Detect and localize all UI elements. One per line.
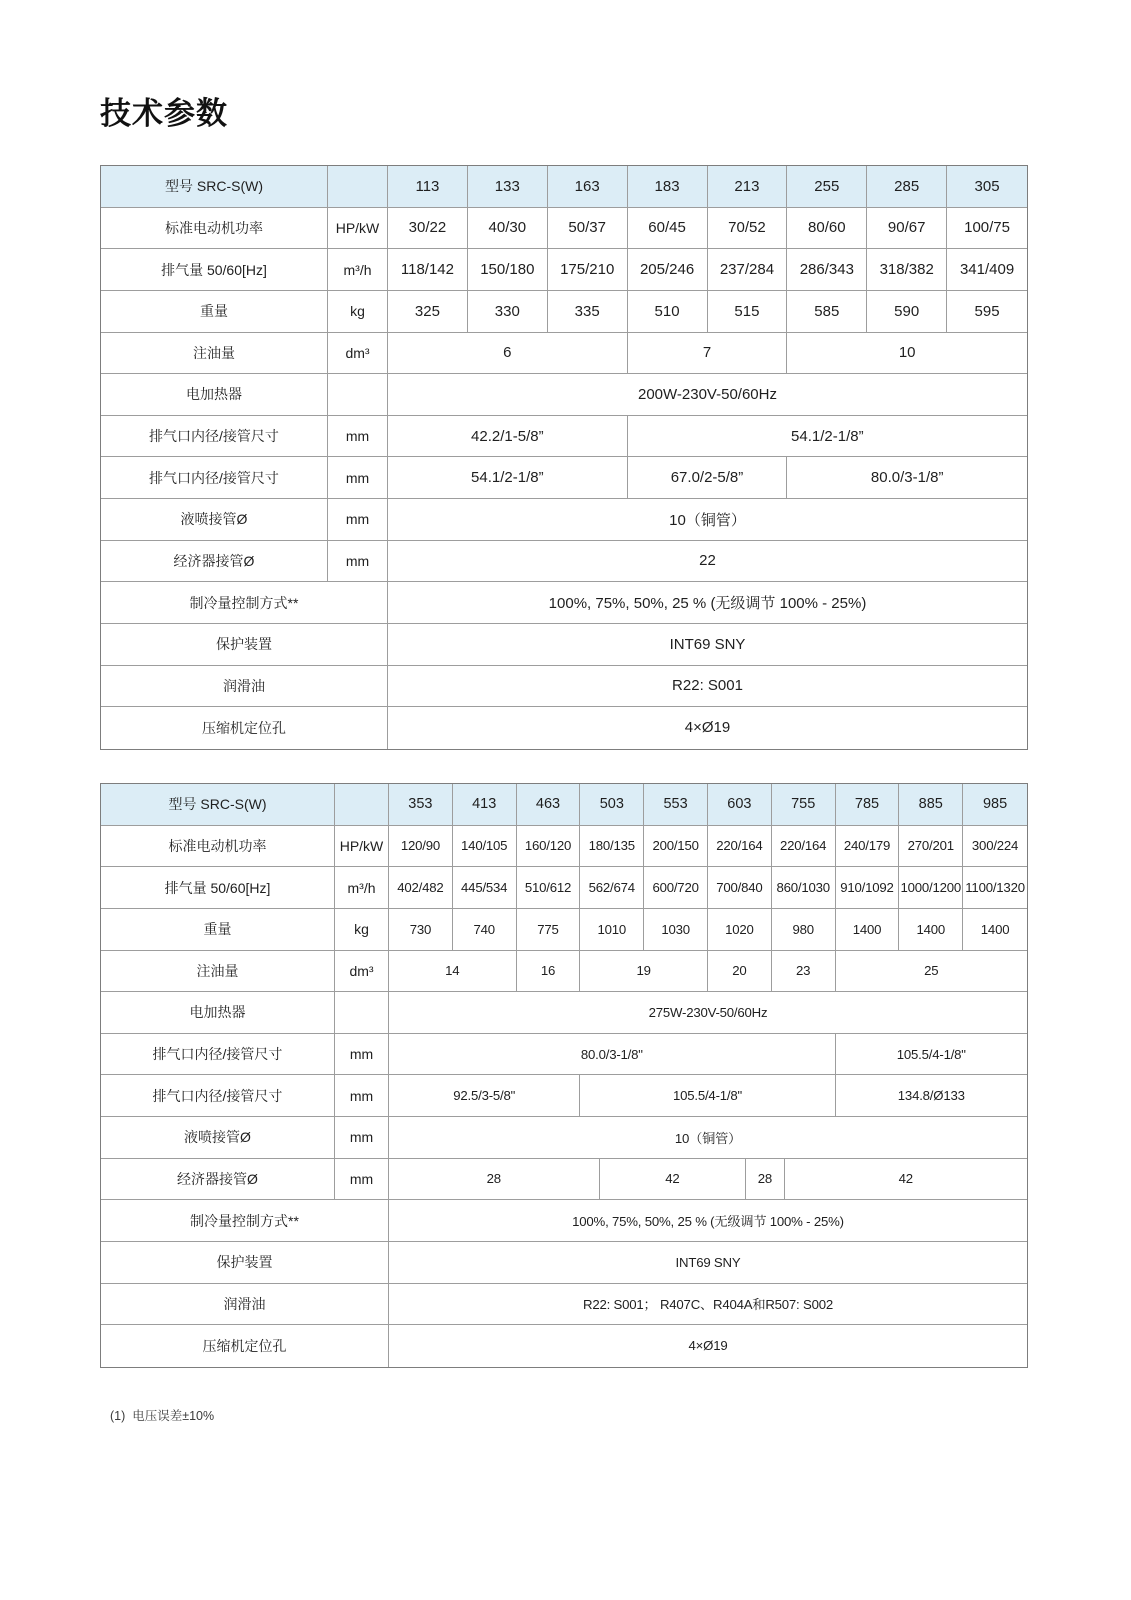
value-cell: 54.1/2-1/8”	[388, 457, 628, 498]
unit-cell: mm	[335, 1034, 389, 1075]
row-label: 排气量 50/60[Hz]	[101, 867, 335, 908]
value-cell: 1020	[708, 909, 772, 950]
unit-cell: mm	[328, 416, 388, 457]
value-cell: 330	[468, 291, 548, 332]
unit-header-cell	[335, 784, 389, 825]
value-cell: 175/210	[548, 249, 628, 290]
unit-header-cell	[328, 166, 388, 207]
unit-cell	[328, 374, 388, 415]
value-cell: 562/674	[580, 867, 644, 908]
model-header-cell: 985	[982, 796, 1008, 813]
unit-cell: kg	[335, 909, 389, 950]
value-cell: 445/534	[453, 867, 517, 908]
value-cell: 100%, 75%, 50%, 25 % (无级调节 100% - 25%)	[572, 1214, 844, 1230]
unit-cell: m³/h	[335, 867, 389, 908]
value-cell: INT69 SNY	[675, 1254, 741, 1270]
page-title: 技术参数	[100, 96, 228, 131]
value-cells	[388, 374, 1027, 415]
value-cell: 1030	[644, 909, 708, 950]
value-cell: 42	[600, 1159, 747, 1200]
value-cell: 100%, 75%, 50%, 25 % (无级调节 100% - 25%)	[548, 595, 867, 613]
row-label: 润滑油	[101, 666, 388, 707]
value-cell: 730	[389, 909, 453, 950]
value-cell: 4×Ø19	[684, 719, 731, 737]
value-cell: 318/382	[867, 249, 947, 290]
value-cell: 1400	[836, 909, 900, 950]
unit-cell: kg	[328, 291, 388, 332]
value-cell: 1400	[899, 909, 963, 950]
value-cell: 40/30	[468, 208, 548, 249]
value-cell: 237/284	[708, 249, 788, 290]
value-cell: 220/164	[772, 826, 836, 867]
table-row	[101, 499, 1027, 541]
value-cell: 510/612	[517, 867, 581, 908]
row-label: 排气量 50/60[Hz]	[101, 249, 328, 290]
table-row	[101, 416, 1027, 458]
value-cell: 140/105	[453, 826, 517, 867]
value-cell: 70/52	[708, 208, 788, 249]
table-row	[101, 1159, 1027, 1201]
value-cell: 150/180	[468, 249, 548, 290]
value-cell: 118/142	[388, 249, 468, 290]
row-label: 重量	[101, 291, 328, 332]
spec-table-large-models	[100, 783, 1028, 1368]
value-cell: 42	[898, 1171, 913, 1187]
row-label: 经济器接管Ø	[101, 1159, 335, 1200]
value-cells	[388, 249, 1027, 290]
table-row	[101, 909, 1027, 951]
table-header-row	[101, 166, 1027, 208]
row-label: 液喷接管Ø	[101, 1117, 335, 1158]
value-cell: 595	[974, 302, 1000, 320]
value-cells	[389, 1200, 1027, 1241]
value-cell: 134.8/Ø133	[897, 1088, 965, 1104]
value-cells	[389, 1034, 1027, 1075]
value-cell: 585	[787, 291, 867, 332]
value-cell: 980	[772, 909, 836, 950]
value-cell: 28	[389, 1159, 600, 1200]
value-cell: 10	[898, 344, 916, 362]
table-row	[101, 1325, 1027, 1367]
value-cells	[389, 1159, 1027, 1200]
value-cell: 4×Ø19	[688, 1338, 728, 1354]
value-cells	[388, 624, 1027, 665]
unit-cell: mm	[328, 541, 388, 582]
value-cell: 105.5/4-1/8"	[580, 1075, 835, 1116]
value-cells	[389, 1325, 1027, 1367]
value-cell: 160/120	[517, 826, 581, 867]
table-row	[101, 951, 1027, 993]
value-cell: 16	[517, 951, 581, 992]
value-cell: 205/246	[628, 249, 708, 290]
value-cells	[388, 541, 1027, 582]
value-cells	[388, 499, 1027, 540]
value-cells	[389, 1075, 1027, 1116]
value-cell: 270/201	[899, 826, 963, 867]
row-label: 保护装置	[101, 1242, 389, 1283]
unit-cell: dm³	[328, 333, 388, 374]
table-row	[101, 1200, 1027, 1242]
table-row	[101, 1075, 1027, 1117]
value-cell: 341/409	[959, 261, 1015, 279]
value-cell: 220/164	[708, 826, 772, 867]
value-cells	[389, 867, 1027, 908]
model-header-cell: 163	[548, 166, 628, 207]
value-cell: 120/90	[389, 826, 453, 867]
row-label: 电加热器	[101, 374, 328, 415]
value-cells	[389, 909, 1027, 950]
value-cell: R22: S001； R407C、R404A和R507: S002	[583, 1297, 833, 1313]
row-label: 排气口内径/接管尺寸	[101, 1075, 335, 1116]
value-cell: 28	[746, 1159, 784, 1200]
row-label: 排气口内径/接管尺寸	[101, 457, 328, 498]
unit-cell	[335, 992, 389, 1033]
model-header-cell: 413	[453, 784, 517, 825]
table-row	[101, 707, 1027, 749]
row-label: 注油量	[101, 333, 328, 374]
table-row	[101, 826, 1027, 868]
value-cell: 1000/1200	[899, 867, 963, 908]
table-row	[101, 867, 1027, 909]
value-cell: 80/60	[787, 208, 867, 249]
value-cell: 240/179	[836, 826, 900, 867]
value-cell: 700/840	[708, 867, 772, 908]
value-cell: 20	[708, 951, 772, 992]
value-cell: 10（铜管）	[674, 1130, 742, 1146]
value-cell: 92.5/3-5/8"	[389, 1075, 580, 1116]
unit-cell: HP/kW	[335, 826, 389, 867]
value-cell: 80.0/3-1/8”	[870, 469, 944, 487]
unit-cell: m³/h	[328, 249, 388, 290]
value-cells	[388, 416, 1027, 457]
table-row	[101, 374, 1027, 416]
footnote: (1) 电压误差±10%	[110, 1409, 215, 1423]
model-header-cell: 113	[388, 166, 468, 207]
model-header-cell: 183	[628, 166, 708, 207]
unit-cell: mm	[335, 1117, 389, 1158]
row-label: 压缩机定位孔	[101, 1325, 389, 1367]
value-cell: 775	[517, 909, 581, 950]
table-header-row	[101, 784, 1027, 826]
value-cell: 60/45	[628, 208, 708, 249]
value-cells	[388, 707, 1027, 749]
value-cells	[388, 291, 1027, 332]
model-header-cell: 255	[787, 166, 867, 207]
value-cells	[388, 582, 1027, 623]
value-cell: 740	[453, 909, 517, 950]
row-label: 制冷量控制方式**	[101, 1200, 389, 1241]
value-cell: 67.0/2-5/8”	[628, 457, 788, 498]
value-cell: 180/135	[580, 826, 644, 867]
row-label: 标准电动机功率	[101, 826, 335, 867]
value-cell: 860/1030	[772, 867, 836, 908]
value-cells	[389, 1284, 1027, 1325]
model-header-cell: 285	[867, 166, 947, 207]
value-cell: 50/37	[548, 208, 628, 249]
row-label: 保护装置	[101, 624, 388, 665]
value-cell: 515	[708, 291, 788, 332]
value-cell: 22	[699, 552, 716, 570]
value-cell: 7	[628, 333, 788, 374]
table-row	[101, 249, 1027, 291]
row-label: 排气口内径/接管尺寸	[101, 1034, 335, 1075]
table-row	[101, 457, 1027, 499]
model-series-label: 型号 SRC-S(W)	[101, 166, 328, 207]
unit-cell: HP/kW	[328, 208, 388, 249]
value-cells	[388, 666, 1027, 707]
table-row	[101, 624, 1027, 666]
table-row	[101, 208, 1027, 250]
model-header-cell: 785	[836, 784, 900, 825]
table-row	[101, 1242, 1027, 1284]
value-cell: 54.1/2-1/8”	[791, 427, 864, 445]
model-header-cell: 133	[468, 166, 548, 207]
value-cell: 600/720	[644, 867, 708, 908]
value-cell: 6	[388, 333, 628, 374]
row-label: 排气口内径/接管尺寸	[101, 416, 328, 457]
value-cell: 325	[388, 291, 468, 332]
row-label: 标准电动机功率	[101, 208, 328, 249]
row-label: 液喷接管Ø	[101, 499, 328, 540]
table-row	[101, 666, 1027, 708]
table-row	[101, 582, 1027, 624]
model-header-cell: 353	[389, 784, 453, 825]
value-cells	[389, 826, 1027, 867]
table-row	[101, 992, 1027, 1034]
value-cell: 275W-230V-50/60Hz	[648, 1004, 768, 1020]
value-cell: 286/343	[787, 249, 867, 290]
table-row	[101, 1034, 1027, 1076]
value-cell: 19	[580, 951, 708, 992]
model-header-cell: 603	[708, 784, 772, 825]
value-cells	[388, 208, 1027, 249]
model-header-cell: 305	[974, 177, 1000, 195]
value-cell: 510	[628, 291, 708, 332]
model-header-cell: 885	[899, 784, 963, 825]
value-cells	[389, 951, 1027, 992]
value-cell: 200W-230V-50/60Hz	[638, 385, 777, 403]
value-cells	[389, 992, 1027, 1033]
table-row	[101, 291, 1027, 333]
value-cells	[389, 1242, 1027, 1283]
value-cell: R22: S001	[672, 677, 743, 695]
value-cells	[389, 1117, 1027, 1158]
table-row	[101, 1117, 1027, 1159]
value-cell: 30/22	[388, 208, 468, 249]
value-cell: 14	[389, 951, 517, 992]
row-label: 重量	[101, 909, 335, 950]
unit-cell: dm³	[335, 951, 389, 992]
row-label: 经济器接管Ø	[101, 541, 328, 582]
value-cell: 25	[924, 963, 939, 979]
value-cell: 402/482	[389, 867, 453, 908]
model-header-cells	[388, 166, 1027, 207]
model-header-cell: 213	[708, 166, 788, 207]
model-series-label: 型号 SRC-S(W)	[101, 784, 335, 825]
value-cell: 200/150	[644, 826, 708, 867]
value-cell: 1400	[980, 921, 1010, 937]
spec-table-small-models	[100, 165, 1028, 750]
unit-cell: mm	[335, 1075, 389, 1116]
value-cell: 80.0/3-1/8"	[389, 1034, 836, 1075]
row-label: 压缩机定位孔	[101, 707, 388, 749]
unit-cell: mm	[328, 499, 388, 540]
model-header-cell: 553	[644, 784, 708, 825]
model-header-cell: 463	[517, 784, 581, 825]
value-cell: 100/75	[964, 219, 1010, 237]
table-row	[101, 333, 1027, 375]
value-cell: 300/224	[971, 838, 1019, 854]
value-cell: INT69 SNY	[669, 635, 746, 653]
value-cell: 335	[548, 291, 628, 332]
value-cell: 10（铜管）	[669, 511, 746, 529]
value-cells	[388, 333, 1027, 374]
value-cell: 90/67	[867, 208, 947, 249]
value-cell: 42.2/1-5/8”	[388, 416, 628, 457]
value-cell: 910/1092	[836, 867, 900, 908]
value-cells	[388, 457, 1027, 498]
row-label: 润滑油	[101, 1284, 389, 1325]
table-row	[101, 541, 1027, 583]
row-label: 注油量	[101, 951, 335, 992]
model-header-cell: 755	[772, 784, 836, 825]
row-label: 制冷量控制方式**	[101, 582, 388, 623]
model-header-cell: 503	[580, 784, 644, 825]
value-cell: 590	[867, 291, 947, 332]
value-cell: 1100/1320	[965, 880, 1025, 896]
model-header-cells	[389, 784, 1027, 825]
value-cell: 1010	[580, 909, 644, 950]
value-cell: 105.5/4-1/8"	[896, 1046, 966, 1062]
row-label: 电加热器	[101, 992, 335, 1033]
table-row	[101, 1284, 1027, 1326]
unit-cell: mm	[335, 1159, 389, 1200]
unit-cell: mm	[328, 457, 388, 498]
value-cell: 23	[772, 951, 836, 992]
